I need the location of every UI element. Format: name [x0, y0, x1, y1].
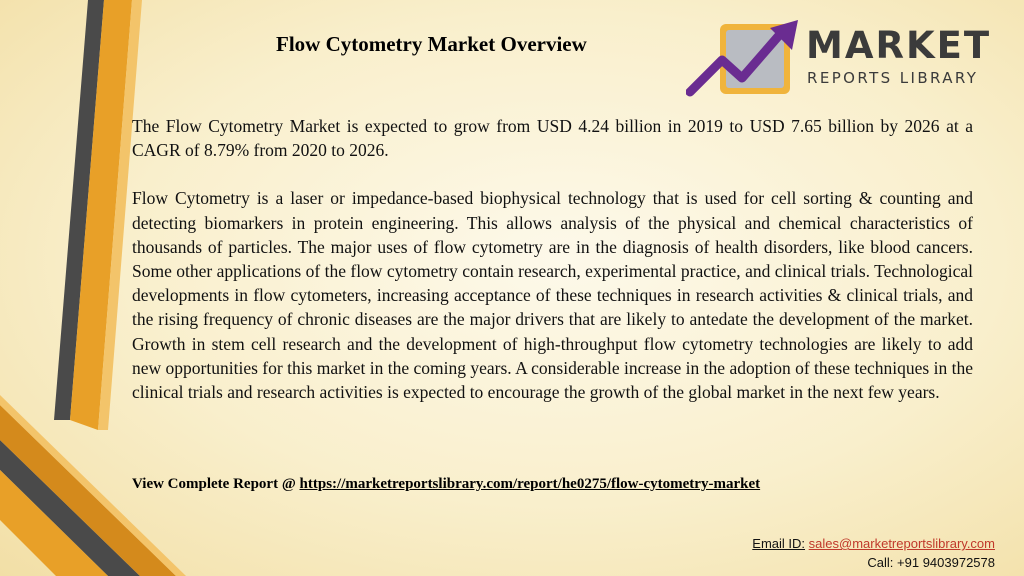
email-label: Email ID: [752, 536, 806, 551]
intro-paragraph: The Flow Cytometry Market is expected to grow from USD 4.24 billion in 2019 to USD 7.65 billion by 2026 at a CAGR of 8.79% from 2020 to 2026. [132, 116, 973, 161]
contact-info [752, 534, 995, 572]
view-report-label: View Complete Report @ [132, 476, 300, 492]
report-link[interactable]: https://marketreportslibrary.com/report/he0275/flow-cytometry-market [299, 476, 761, 492]
logo-subtitle: REPORTS LIBRARY [807, 69, 979, 87]
rising-chart-arrow-icon [686, 20, 806, 106]
logo-wordmark: MARKET [806, 24, 992, 67]
email-link[interactable]: sales@marketreportslibrary.com [808, 536, 995, 551]
logo [686, 20, 992, 106]
body-text [132, 114, 973, 404]
page-title: Flow Cytometry Market Overview [276, 32, 587, 56]
view-report-line [132, 476, 760, 493]
description-paragraph: Flow Cytometry is a laser or impedance-based biophysical technology that is used for cell sorting & counting and detecting biomarkers in protein engineering. This allows analysis of the physical and chemical characteristics of thousands of particles. The major uses of flow cytometry are in the diagnosis of health disorders, like blood cancers. Some other applications of the flow cytometry contain research, experimental practice, and clinical trials. Technological developments in flow cytometers, increasing acceptance of these techniques in research activities & clinical trials, and the rising frequency of chronic diseases are the major drivers that are likely to antedate the development of the market. Growth in stem cell research and the development of high-throughput flow cytometry technologies are likely to add new opportunities for this market in the coming years. A considerable increase in the adoption of these techniques in the clinical trials and research activities is expected to encourage the growth of the global market in the next few years. [132, 188, 973, 403]
email-line [752, 534, 995, 553]
phone-line: Call: +91 9403972578 [867, 555, 995, 570]
